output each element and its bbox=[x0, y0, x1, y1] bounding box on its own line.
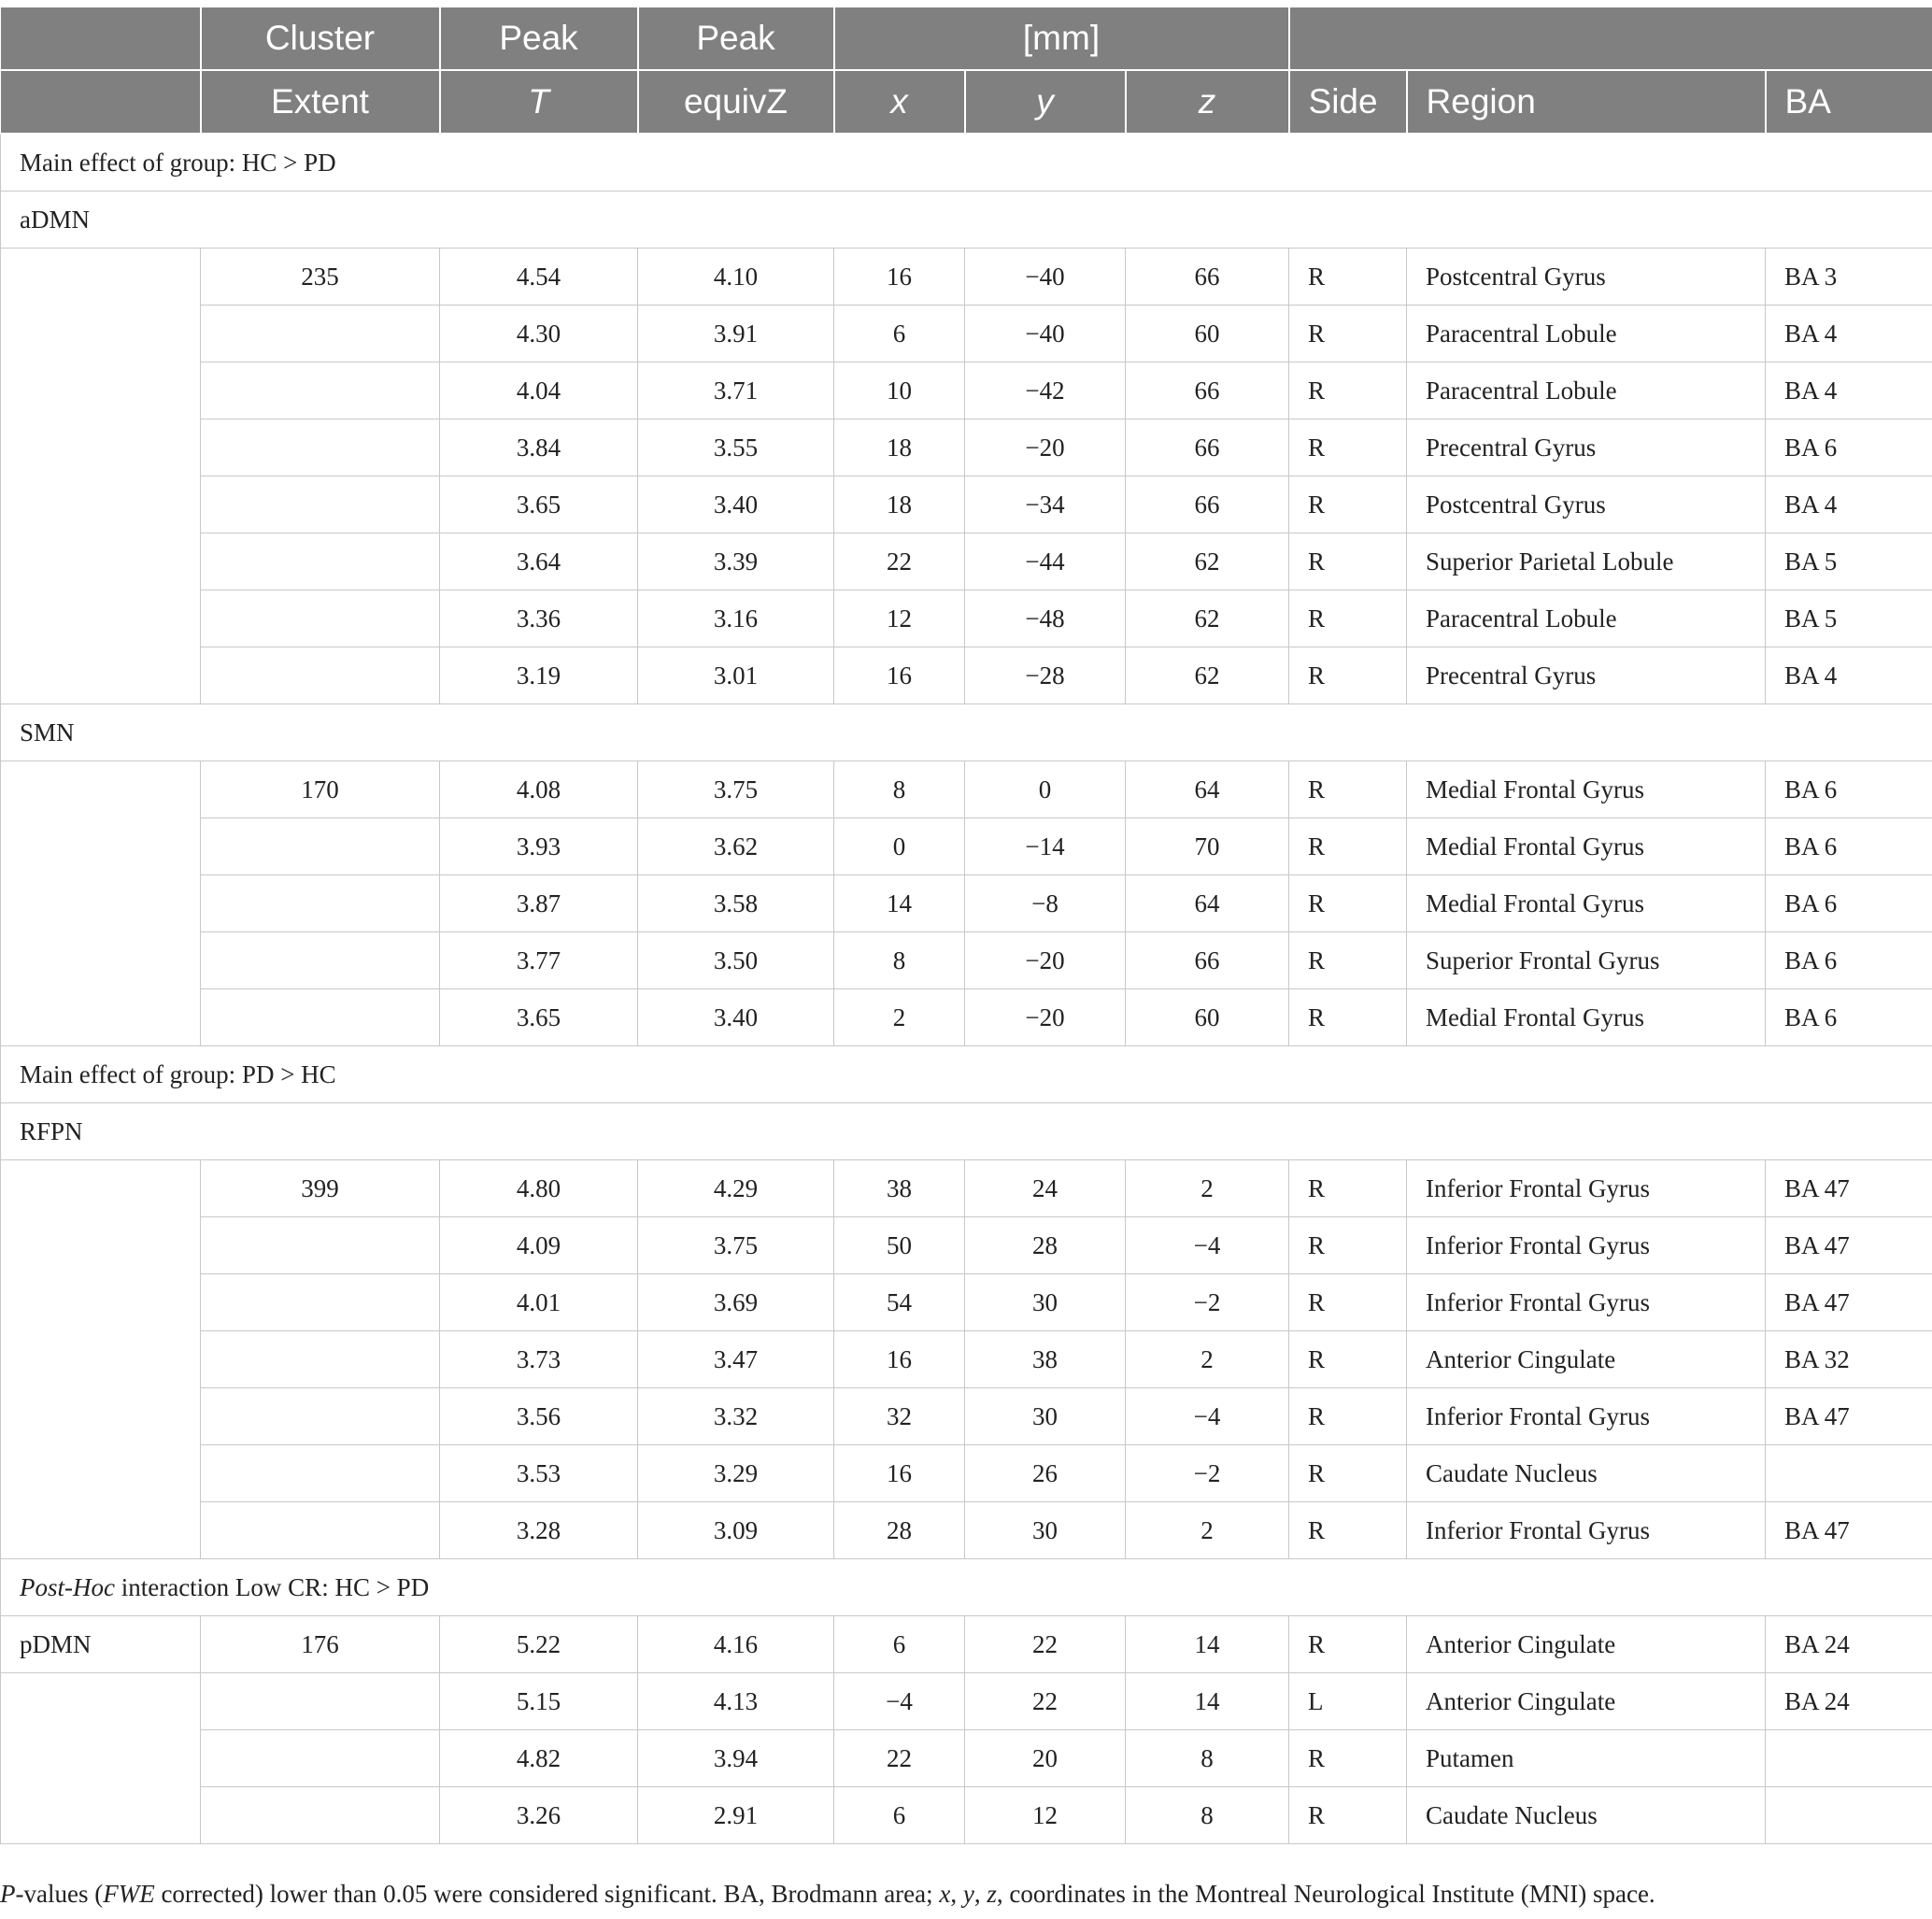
header-extent: Extent bbox=[201, 70, 440, 134]
coord-y-cell: −20 bbox=[965, 419, 1126, 476]
peak-t-cell: 3.64 bbox=[440, 533, 638, 590]
peak-equivz-cell: 3.09 bbox=[638, 1502, 834, 1559]
brodmann-area-cell: BA 47 bbox=[1766, 1160, 1932, 1217]
coord-z-cell: 66 bbox=[1126, 419, 1289, 476]
peak-equivz-cell: 4.13 bbox=[638, 1673, 834, 1730]
coord-y-cell: 22 bbox=[965, 1673, 1126, 1730]
header-t: T bbox=[440, 70, 638, 134]
coord-x-cell: 8 bbox=[834, 932, 965, 989]
side-cell: R bbox=[1289, 1787, 1407, 1844]
peak-equivz-cell: 3.69 bbox=[638, 1274, 834, 1331]
peak-equivz-cell: 2.91 bbox=[638, 1787, 834, 1844]
cluster-extent-cell bbox=[201, 1274, 440, 1331]
table-row bbox=[1, 818, 1932, 875]
peak-t-cell: 3.19 bbox=[440, 647, 638, 704]
side-cell: R bbox=[1289, 1616, 1407, 1673]
side-cell: R bbox=[1289, 476, 1407, 533]
side-cell: R bbox=[1289, 989, 1407, 1046]
cluster-extent-cell: 235 bbox=[201, 249, 440, 306]
peak-t-cell: 3.36 bbox=[440, 590, 638, 647]
region-cell: Postcentral Gyrus bbox=[1407, 249, 1766, 306]
header-equivz: equivZ bbox=[638, 70, 834, 134]
coord-y-cell: 22 bbox=[965, 1616, 1126, 1673]
region-cell: Anterior Cingulate bbox=[1407, 1331, 1766, 1388]
table-row bbox=[1, 362, 1932, 419]
cluster-extent-cell bbox=[201, 818, 440, 875]
effect-row bbox=[1, 1559, 1932, 1616]
side-cell: R bbox=[1289, 1274, 1407, 1331]
table-row bbox=[1, 1160, 1932, 1217]
side-cell: R bbox=[1289, 533, 1407, 590]
coord-z-cell: 8 bbox=[1126, 1730, 1289, 1787]
brodmann-area-cell: BA 6 bbox=[1766, 761, 1932, 818]
coord-z-cell: 64 bbox=[1126, 875, 1289, 932]
table-row bbox=[1, 1673, 1932, 1730]
region-cell: Precentral Gyrus bbox=[1407, 419, 1766, 476]
header-y: y bbox=[965, 70, 1126, 134]
brodmann-area-cell: BA 6 bbox=[1766, 932, 1932, 989]
region-cell: Inferior Frontal Gyrus bbox=[1407, 1274, 1766, 1331]
brodmann-area-cell: BA 32 bbox=[1766, 1331, 1932, 1388]
coord-x-cell: 2 bbox=[834, 989, 965, 1046]
table-row bbox=[1, 1730, 1932, 1787]
cluster-extent-cell: 176 bbox=[201, 1616, 440, 1673]
peak-equivz-cell: 3.91 bbox=[638, 306, 834, 362]
coord-x-cell: 0 bbox=[834, 818, 965, 875]
region-cell: Inferior Frontal Gyrus bbox=[1407, 1217, 1766, 1274]
cluster-extent-cell: 170 bbox=[201, 761, 440, 818]
cluster-extent-cell bbox=[201, 1502, 440, 1559]
coord-y-cell: −14 bbox=[965, 818, 1126, 875]
header-x: x bbox=[834, 70, 965, 134]
brodmann-area-cell: BA 47 bbox=[1766, 1502, 1932, 1559]
header-blank bbox=[1, 7, 201, 70]
peak-equivz-cell: 3.94 bbox=[638, 1730, 834, 1787]
coord-y-cell: −20 bbox=[965, 989, 1126, 1046]
header-peak-z: Peak bbox=[638, 7, 834, 70]
region-cell: Superior Frontal Gyrus bbox=[1407, 932, 1766, 989]
coord-z-cell: 66 bbox=[1126, 932, 1289, 989]
peak-equivz-cell: 3.47 bbox=[638, 1331, 834, 1388]
region-cell: Medial Frontal Gyrus bbox=[1407, 875, 1766, 932]
side-cell: R bbox=[1289, 1502, 1407, 1559]
coord-x-cell: 16 bbox=[834, 647, 965, 704]
brodmann-area-cell: BA 47 bbox=[1766, 1217, 1932, 1274]
table-row bbox=[1, 419, 1932, 476]
peak-t-cell: 3.87 bbox=[440, 875, 638, 932]
cluster-extent-cell bbox=[201, 1388, 440, 1445]
coord-x-cell: 14 bbox=[834, 875, 965, 932]
region-cell: Medial Frontal Gyrus bbox=[1407, 989, 1766, 1046]
table-row bbox=[1, 476, 1932, 533]
table-row bbox=[1, 932, 1932, 989]
peak-equivz-cell: 3.16 bbox=[638, 590, 834, 647]
cluster-extent-cell bbox=[201, 1730, 440, 1787]
coord-y-cell: −40 bbox=[965, 306, 1126, 362]
peak-equivz-cell: 3.50 bbox=[638, 932, 834, 989]
region-cell: Inferior Frontal Gyrus bbox=[1407, 1502, 1766, 1559]
coord-z-cell: 62 bbox=[1126, 647, 1289, 704]
peak-t-cell: 4.08 bbox=[440, 761, 638, 818]
header-row-1 bbox=[1, 7, 1932, 70]
coord-y-cell: 0 bbox=[965, 761, 1126, 818]
region-cell: Paracentral Lobule bbox=[1407, 362, 1766, 419]
table-row bbox=[1, 306, 1932, 362]
cluster-extent-cell bbox=[201, 533, 440, 590]
coord-z-cell: 60 bbox=[1126, 989, 1289, 1046]
side-cell: R bbox=[1289, 875, 1407, 932]
brodmann-area-cell bbox=[1766, 1445, 1932, 1502]
coord-z-cell: −2 bbox=[1126, 1445, 1289, 1502]
side-cell: R bbox=[1289, 590, 1407, 647]
cluster-extent-cell bbox=[201, 875, 440, 932]
brodmann-area-cell: BA 6 bbox=[1766, 875, 1932, 932]
side-cell: R bbox=[1289, 932, 1407, 989]
coord-y-cell: −44 bbox=[965, 533, 1126, 590]
cluster-extent-cell bbox=[201, 419, 440, 476]
coord-z-cell: 70 bbox=[1126, 818, 1289, 875]
side-cell: R bbox=[1289, 1160, 1407, 1217]
cluster-extent-cell bbox=[201, 306, 440, 362]
region-cell: Precentral Gyrus bbox=[1407, 647, 1766, 704]
peak-t-cell: 3.73 bbox=[440, 1331, 638, 1388]
table-row bbox=[1, 647, 1932, 704]
brodmann-area-cell: BA 4 bbox=[1766, 362, 1932, 419]
peak-t-cell: 4.80 bbox=[440, 1160, 638, 1217]
peak-equivz-cell: 3.40 bbox=[638, 476, 834, 533]
peak-t-cell: 3.65 bbox=[440, 989, 638, 1046]
side-cell: R bbox=[1289, 249, 1407, 306]
peak-equivz-cell: 3.55 bbox=[638, 419, 834, 476]
brodmann-area-cell: BA 47 bbox=[1766, 1274, 1932, 1331]
header-mm: [mm] bbox=[834, 7, 1289, 70]
table-row bbox=[1, 1217, 1932, 1274]
brodmann-area-cell: BA 5 bbox=[1766, 590, 1932, 647]
region-cell: Anterior Cingulate bbox=[1407, 1616, 1766, 1673]
coord-y-cell: 12 bbox=[965, 1787, 1126, 1844]
region-cell: Caudate Nucleus bbox=[1407, 1445, 1766, 1502]
side-cell: R bbox=[1289, 1730, 1407, 1787]
peak-t-cell: 4.01 bbox=[440, 1274, 638, 1331]
table-row bbox=[1, 1388, 1932, 1445]
coord-z-cell: 62 bbox=[1126, 533, 1289, 590]
side-cell: R bbox=[1289, 761, 1407, 818]
coord-z-cell: 2 bbox=[1126, 1502, 1289, 1559]
cluster-extent-cell bbox=[201, 989, 440, 1046]
brodmann-area-cell: BA 6 bbox=[1766, 818, 1932, 875]
table-row bbox=[1, 249, 1932, 306]
cluster-extent-cell bbox=[201, 932, 440, 989]
coord-y-cell: −28 bbox=[965, 647, 1126, 704]
effect-title: Main effect of group: HC > PD bbox=[1, 134, 1932, 192]
network-cell-blank bbox=[1, 761, 201, 1046]
cluster-extent-cell bbox=[201, 647, 440, 704]
table-row bbox=[1, 1331, 1932, 1388]
side-cell: R bbox=[1289, 362, 1407, 419]
cluster-extent-cell bbox=[201, 1673, 440, 1730]
coord-x-cell: 54 bbox=[834, 1274, 965, 1331]
region-cell: Paracentral Lobule bbox=[1407, 590, 1766, 647]
coord-y-cell: 28 bbox=[965, 1217, 1126, 1274]
coord-y-cell: 30 bbox=[965, 1388, 1126, 1445]
coord-y-cell: −20 bbox=[965, 932, 1126, 989]
header-side: Side bbox=[1289, 70, 1407, 134]
header-ba: BA bbox=[1766, 70, 1932, 134]
network-row bbox=[1, 192, 1932, 249]
coord-x-cell: 28 bbox=[834, 1502, 965, 1559]
header-cluster: Cluster bbox=[201, 7, 440, 70]
side-cell: R bbox=[1289, 1331, 1407, 1388]
peak-equivz-cell: 4.16 bbox=[638, 1616, 834, 1673]
region-cell: Paracentral Lobule bbox=[1407, 306, 1766, 362]
coord-x-cell: 50 bbox=[834, 1217, 965, 1274]
header-blank-right bbox=[1289, 7, 1932, 70]
cluster-extent-cell bbox=[201, 1331, 440, 1388]
coord-x-cell: 22 bbox=[834, 533, 965, 590]
coord-x-cell: 16 bbox=[834, 1445, 965, 1502]
coord-y-cell: 38 bbox=[965, 1331, 1126, 1388]
coord-x-cell: 6 bbox=[834, 1787, 965, 1844]
brodmann-area-cell: BA 6 bbox=[1766, 989, 1932, 1046]
coord-z-cell: 2 bbox=[1126, 1331, 1289, 1388]
side-cell: R bbox=[1289, 1445, 1407, 1502]
peak-t-cell: 4.09 bbox=[440, 1217, 638, 1274]
header-peak-t: Peak bbox=[440, 7, 638, 70]
table-row bbox=[1, 590, 1932, 647]
effect-title: Post-Hoc interaction Low CR: HC > PD bbox=[1, 1559, 1932, 1616]
coord-z-cell: 14 bbox=[1126, 1673, 1289, 1730]
peak-equivz-cell: 3.75 bbox=[638, 1217, 834, 1274]
cluster-extent-cell bbox=[201, 476, 440, 533]
region-cell: Inferior Frontal Gyrus bbox=[1407, 1160, 1766, 1217]
table-row bbox=[1, 533, 1932, 590]
coord-x-cell: 10 bbox=[834, 362, 965, 419]
coord-x-cell: 18 bbox=[834, 419, 965, 476]
brodmann-area-cell: BA 6 bbox=[1766, 419, 1932, 476]
effect-row bbox=[1, 1046, 1932, 1103]
side-cell: L bbox=[1289, 1673, 1407, 1730]
peak-t-cell: 3.53 bbox=[440, 1445, 638, 1502]
table-row bbox=[1, 1787, 1932, 1844]
table-row bbox=[1, 1616, 1932, 1673]
cluster-extent-cell: 399 bbox=[201, 1160, 440, 1217]
coord-x-cell: 6 bbox=[834, 306, 965, 362]
coord-z-cell: 8 bbox=[1126, 1787, 1289, 1844]
coord-x-cell: 16 bbox=[834, 1331, 965, 1388]
coord-y-cell: −34 bbox=[965, 476, 1126, 533]
region-cell: Medial Frontal Gyrus bbox=[1407, 761, 1766, 818]
table-row bbox=[1, 761, 1932, 818]
peak-equivz-cell: 3.01 bbox=[638, 647, 834, 704]
peak-t-cell: 3.65 bbox=[440, 476, 638, 533]
side-cell: R bbox=[1289, 419, 1407, 476]
brodmann-area-cell: BA 4 bbox=[1766, 476, 1932, 533]
header-region: Region bbox=[1407, 70, 1766, 134]
coord-z-cell: 60 bbox=[1126, 306, 1289, 362]
table-row bbox=[1, 1502, 1932, 1559]
table-row bbox=[1, 1274, 1932, 1331]
peak-equivz-cell: 3.58 bbox=[638, 875, 834, 932]
coord-y-cell: 26 bbox=[965, 1445, 1126, 1502]
cluster-extent-cell bbox=[201, 1445, 440, 1502]
peak-t-cell: 3.84 bbox=[440, 419, 638, 476]
header-row-2 bbox=[1, 70, 1932, 134]
coord-y-cell: 20 bbox=[965, 1730, 1126, 1787]
network-label: pDMN bbox=[1, 1616, 201, 1673]
peak-equivz-cell: 3.71 bbox=[638, 362, 834, 419]
header-blank-2 bbox=[1, 70, 201, 134]
cluster-extent-cell bbox=[201, 362, 440, 419]
coord-x-cell: 6 bbox=[834, 1616, 965, 1673]
coord-z-cell: −4 bbox=[1126, 1217, 1289, 1274]
peak-equivz-cell: 3.32 bbox=[638, 1388, 834, 1445]
effect-title: Main effect of group: PD > HC bbox=[1, 1046, 1932, 1103]
cluster-extent-cell bbox=[201, 590, 440, 647]
region-cell: Caudate Nucleus bbox=[1407, 1787, 1766, 1844]
coord-x-cell: 38 bbox=[834, 1160, 965, 1217]
network-row bbox=[1, 1103, 1932, 1160]
brodmann-area-cell: BA 4 bbox=[1766, 647, 1932, 704]
region-cell: Medial Frontal Gyrus bbox=[1407, 818, 1766, 875]
region-cell: Superior Parietal Lobule bbox=[1407, 533, 1766, 590]
coord-y-cell: −8 bbox=[965, 875, 1126, 932]
peak-t-cell: 4.82 bbox=[440, 1730, 638, 1787]
effect-row bbox=[1, 134, 1932, 192]
coord-x-cell: 8 bbox=[834, 761, 965, 818]
peak-equivz-cell: 3.75 bbox=[638, 761, 834, 818]
peak-equivz-cell: 3.62 bbox=[638, 818, 834, 875]
peak-t-cell: 3.56 bbox=[440, 1388, 638, 1445]
region-cell: Putamen bbox=[1407, 1730, 1766, 1787]
network-title: RFPN bbox=[1, 1103, 1932, 1160]
coord-z-cell: −2 bbox=[1126, 1274, 1289, 1331]
coord-z-cell: 66 bbox=[1126, 249, 1289, 306]
peak-t-cell: 4.04 bbox=[440, 362, 638, 419]
results-table bbox=[0, 7, 1932, 1844]
table-footnote: P-values (FWE corrected) lower than 0.05 were considered significant. BA, Brodmann area; x, y, z, coordinates in the Montreal Neurological Institute (MNI) space. bbox=[0, 1880, 1655, 1908]
coord-y-cell: 30 bbox=[965, 1502, 1126, 1559]
peak-equivz-cell: 3.39 bbox=[638, 533, 834, 590]
coord-y-cell: 24 bbox=[965, 1160, 1126, 1217]
peak-equivz-cell: 3.29 bbox=[638, 1445, 834, 1502]
peak-t-cell: 3.93 bbox=[440, 818, 638, 875]
cluster-extent-cell bbox=[201, 1217, 440, 1274]
coord-z-cell: 2 bbox=[1126, 1160, 1289, 1217]
network-row bbox=[1, 704, 1932, 761]
peak-t-cell: 3.26 bbox=[440, 1787, 638, 1844]
network-title: SMN bbox=[1, 704, 1932, 761]
table-row bbox=[1, 875, 1932, 932]
coord-z-cell: 14 bbox=[1126, 1616, 1289, 1673]
brodmann-area-cell: BA 3 bbox=[1766, 249, 1932, 306]
coord-x-cell: 12 bbox=[834, 590, 965, 647]
brodmann-area-cell: BA 24 bbox=[1766, 1673, 1932, 1730]
coord-x-cell: −4 bbox=[834, 1673, 965, 1730]
coord-z-cell: −4 bbox=[1126, 1388, 1289, 1445]
peak-t-cell: 3.28 bbox=[440, 1502, 638, 1559]
peak-t-cell: 4.30 bbox=[440, 306, 638, 362]
side-cell: R bbox=[1289, 1217, 1407, 1274]
brodmann-area-cell bbox=[1766, 1787, 1932, 1844]
peak-t-cell: 3.77 bbox=[440, 932, 638, 989]
region-cell: Inferior Frontal Gyrus bbox=[1407, 1388, 1766, 1445]
coord-y-cell: −40 bbox=[965, 249, 1126, 306]
cluster-extent-cell bbox=[201, 1787, 440, 1844]
region-cell: Anterior Cingulate bbox=[1407, 1673, 1766, 1730]
side-cell: R bbox=[1289, 306, 1407, 362]
coord-y-cell: −48 bbox=[965, 590, 1126, 647]
coord-y-cell: 30 bbox=[965, 1274, 1126, 1331]
coord-z-cell: 64 bbox=[1126, 761, 1289, 818]
peak-equivz-cell: 4.29 bbox=[638, 1160, 834, 1217]
coord-y-cell: −42 bbox=[965, 362, 1126, 419]
brodmann-area-cell: BA 24 bbox=[1766, 1616, 1932, 1673]
network-cell-blank bbox=[1, 1673, 201, 1844]
peak-t-cell: 4.54 bbox=[440, 249, 638, 306]
side-cell: R bbox=[1289, 1388, 1407, 1445]
coord-x-cell: 22 bbox=[834, 1730, 965, 1787]
brodmann-area-cell: BA 5 bbox=[1766, 533, 1932, 590]
region-cell: Postcentral Gyrus bbox=[1407, 476, 1766, 533]
header-z: z bbox=[1126, 70, 1289, 134]
peak-equivz-cell: 3.40 bbox=[638, 989, 834, 1046]
coord-z-cell: 62 bbox=[1126, 590, 1289, 647]
brodmann-area-cell: BA 4 bbox=[1766, 306, 1932, 362]
peak-t-cell: 5.22 bbox=[440, 1616, 638, 1673]
table-row bbox=[1, 1445, 1932, 1502]
brodmann-area-cell bbox=[1766, 1730, 1932, 1787]
coord-z-cell: 66 bbox=[1126, 362, 1289, 419]
network-cell-blank bbox=[1, 1160, 201, 1559]
side-cell: R bbox=[1289, 647, 1407, 704]
coord-x-cell: 32 bbox=[834, 1388, 965, 1445]
network-title: aDMN bbox=[1, 192, 1932, 249]
table-row bbox=[1, 989, 1932, 1046]
side-cell: R bbox=[1289, 818, 1407, 875]
peak-equivz-cell: 4.10 bbox=[638, 249, 834, 306]
coord-x-cell: 18 bbox=[834, 476, 965, 533]
coord-z-cell: 66 bbox=[1126, 476, 1289, 533]
brodmann-area-cell: BA 47 bbox=[1766, 1388, 1932, 1445]
network-cell-blank bbox=[1, 249, 201, 704]
coord-x-cell: 16 bbox=[834, 249, 965, 306]
peak-t-cell: 5.15 bbox=[440, 1673, 638, 1730]
